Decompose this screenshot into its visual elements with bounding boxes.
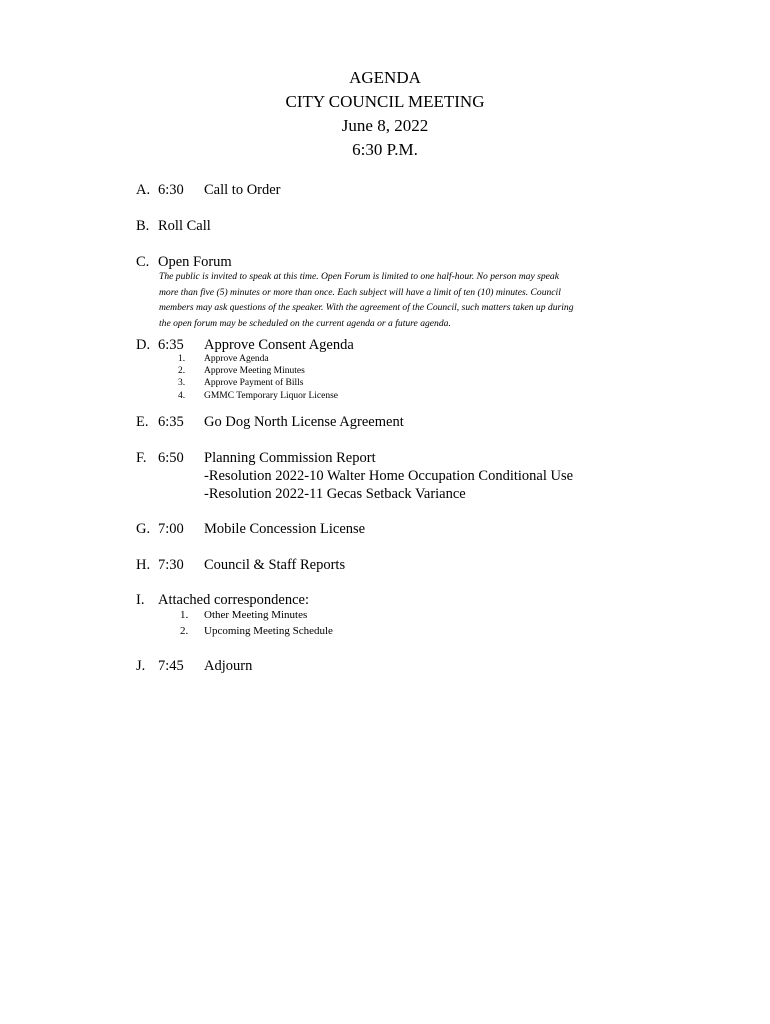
item-title: Attached correspondence:: [158, 592, 309, 608]
meeting-date: June 8, 2022: [341, 116, 429, 135]
item-title: Mobile Concession License: [204, 521, 366, 537]
item-time: 6:50: [158, 450, 184, 466]
item-title: Go Dog North License Agreement: [204, 414, 404, 430]
list-item: 1. Approve Agenda: [178, 354, 269, 364]
item-time: 6:35: [158, 337, 184, 353]
consent-agenda-list: [178, 353, 338, 402]
item-time: 7:00: [158, 521, 184, 537]
item-letter: H.: [136, 557, 151, 573]
item-title: Council & Staff Reports: [204, 557, 346, 573]
list-item: 2. Upcoming Meeting Schedule: [180, 624, 333, 637]
item-letter: F.: [136, 450, 147, 466]
item-title: Planning Commission Report: [204, 450, 376, 466]
item-title: Adjourn: [204, 658, 253, 674]
item-time: 6:30: [158, 182, 184, 198]
item-time: 7:30: [158, 557, 184, 573]
open-forum-note: [159, 269, 639, 331]
item-letter: E.: [136, 414, 149, 430]
item-title: Approve Consent Agenda: [204, 337, 354, 353]
note-line: The public is invited to speak at this time. Open Forum is limited to one half-hour. No person may speak: [159, 271, 559, 282]
item-letter: D.: [136, 337, 151, 353]
item-letter: A.: [136, 182, 151, 198]
resolution-line: -Resolution 2022-10 Walter Home Occupation Conditional Use: [204, 468, 574, 484]
agenda-header: [0, 66, 770, 162]
item-letter: B.: [136, 218, 150, 234]
correspondence-list: [180, 608, 333, 639]
list-item: 4. GMMC Temporary Liquor License: [178, 390, 338, 401]
item-time: 7:45: [158, 658, 184, 674]
list-item: 1. Other Meeting Minutes: [180, 609, 308, 621]
note-line: members may ask questions of the speaker. With the agreement of the Council, such matters taken up during: [159, 302, 574, 313]
item-letter: J.: [136, 658, 146, 674]
item-title: Open Forum: [158, 254, 232, 270]
meeting-name: CITY COUNCIL MEETING: [285, 92, 485, 111]
list-item: 2. Approve Meeting Minutes: [178, 366, 305, 377]
item-time: 6:35: [158, 414, 184, 430]
item-letter: I.: [136, 592, 145, 608]
note-line: the open forum may be scheduled on the current agenda or a future agenda.: [159, 317, 451, 329]
item-letter: G.: [136, 521, 151, 537]
note-line: more than five (5) minutes or more than once. Each subject will have a limit of ten (10) minutes. Council: [159, 286, 561, 298]
agenda-title: AGENDA: [349, 68, 421, 87]
item-title: Call to Order: [204, 182, 281, 198]
meeting-time: 6:30 P.M.: [352, 140, 418, 159]
list-item: 3. Approve Payment of Bills: [178, 378, 304, 389]
item-title: Roll Call: [158, 218, 211, 234]
item-letter: C.: [136, 254, 150, 270]
resolution-line: -Resolution 2022-11 Gecas Setback Variance: [204, 486, 466, 502]
